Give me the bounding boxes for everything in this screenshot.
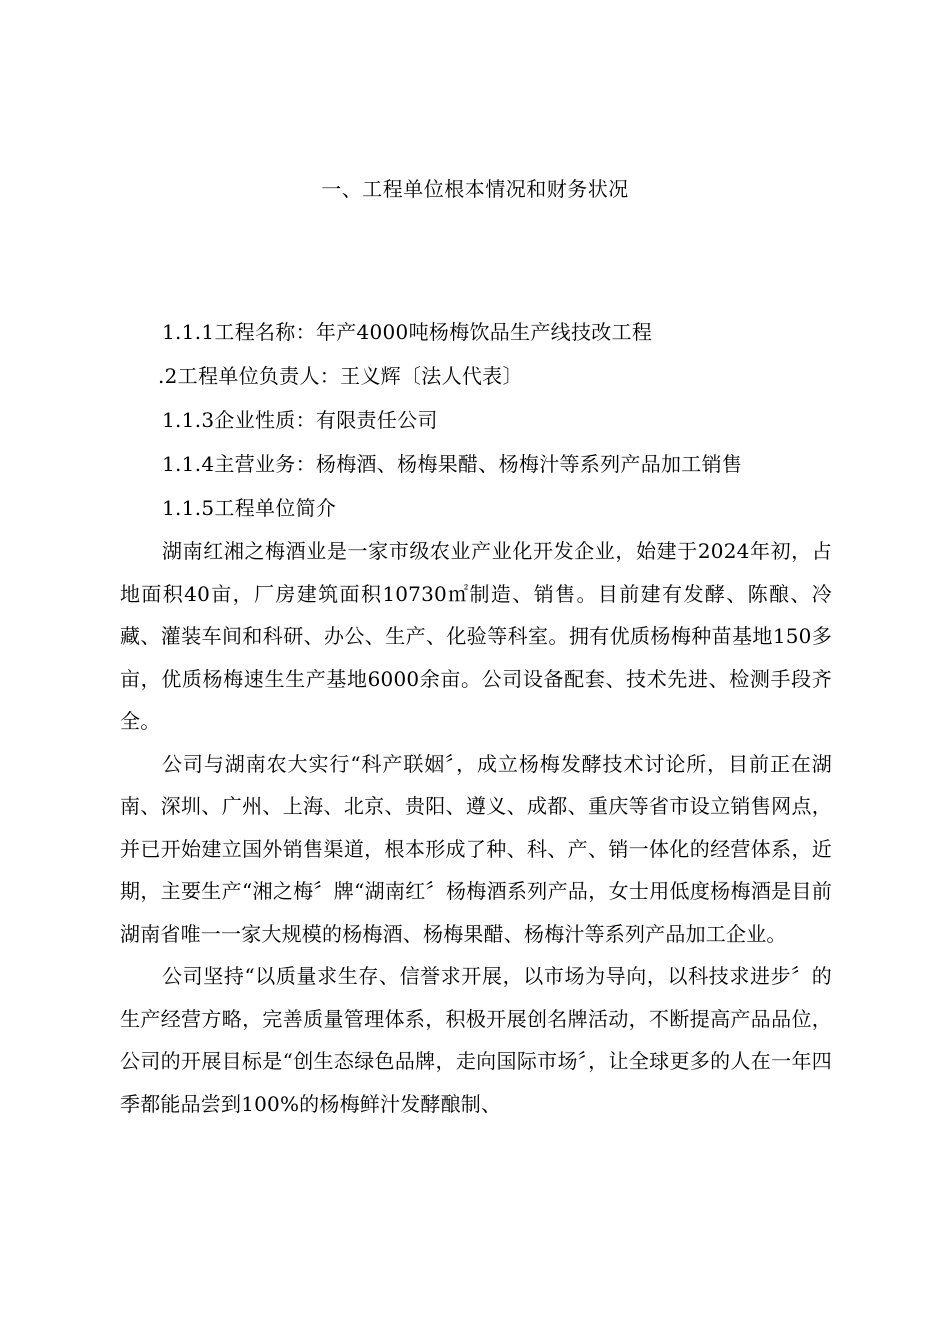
project-name-item: 1.1.1工程名称：年产4000吨杨梅饮品生产线技改工程 — [162, 320, 653, 344]
unit-intro-body — [120, 530, 832, 1125]
strategy-paragraph: 公司坚持“以质量求生存、信誉求开展，以市场为导向，以科技求进步〞的生产经营方略，完善质量管理体系，积极开展创名牌活动，不断提高产品品位，公司的开展目标是“创生态绿色品牌，走向国际市场〞，让全球更多的人在一年四季都能品尝到100%的杨梅鲜汁发酵酿制、 — [120, 964, 832, 1116]
enterprise-nature-item: 1.1.3企业性质：有限责任公司 — [162, 408, 438, 432]
project-info-list — [158, 310, 862, 530]
unit-intro-heading: 1.1.5工程单位简介 — [162, 496, 337, 520]
cooperation-paragraph: 公司与湖南农大实行“科产联姻〞，成立杨梅发酵技术讨论所，目前正在湖南、深圳、广州、上海、北京、贵阳、遵义、成都、重庆等省市设立销售网点，并已开始建立国外销售渠道，根本形成了种、科、产、销一体化的经营体系，近期，主要生产“湘之梅〞牌“湖南红〞杨梅酒系列产品，女士用低度杨梅酒是目前湖南省唯一一家大规模的杨梅酒、杨梅果醋、杨梅汁等系列产品加工企业。 — [120, 751, 832, 946]
intro-paragraph: 湖南红湘之梅酒业是一家市级农业产业化开发企业，始建于2024年初，占地面积40亩，厂房建筑面积10730㎡制造、销售。目前建有发酵、陈酿、冷藏、灌装车间和科研、办公、生产、化验等科室。拥有优质杨梅种苗基地150多亩，优质杨梅速生生产基地6000余亩。公司设备配套、技术先进、检测手段齐全。 — [120, 539, 832, 733]
section-title: 一、工程单位根本情况和财务状况 — [321, 177, 629, 201]
main-business-item: 1.1.4主营业务：杨梅酒、杨梅果醋、杨梅汁等系列产品加工销售 — [162, 452, 743, 476]
project-leader-item: .2工程单位负责人：王义辉〔法人代表〕 — [158, 364, 523, 388]
